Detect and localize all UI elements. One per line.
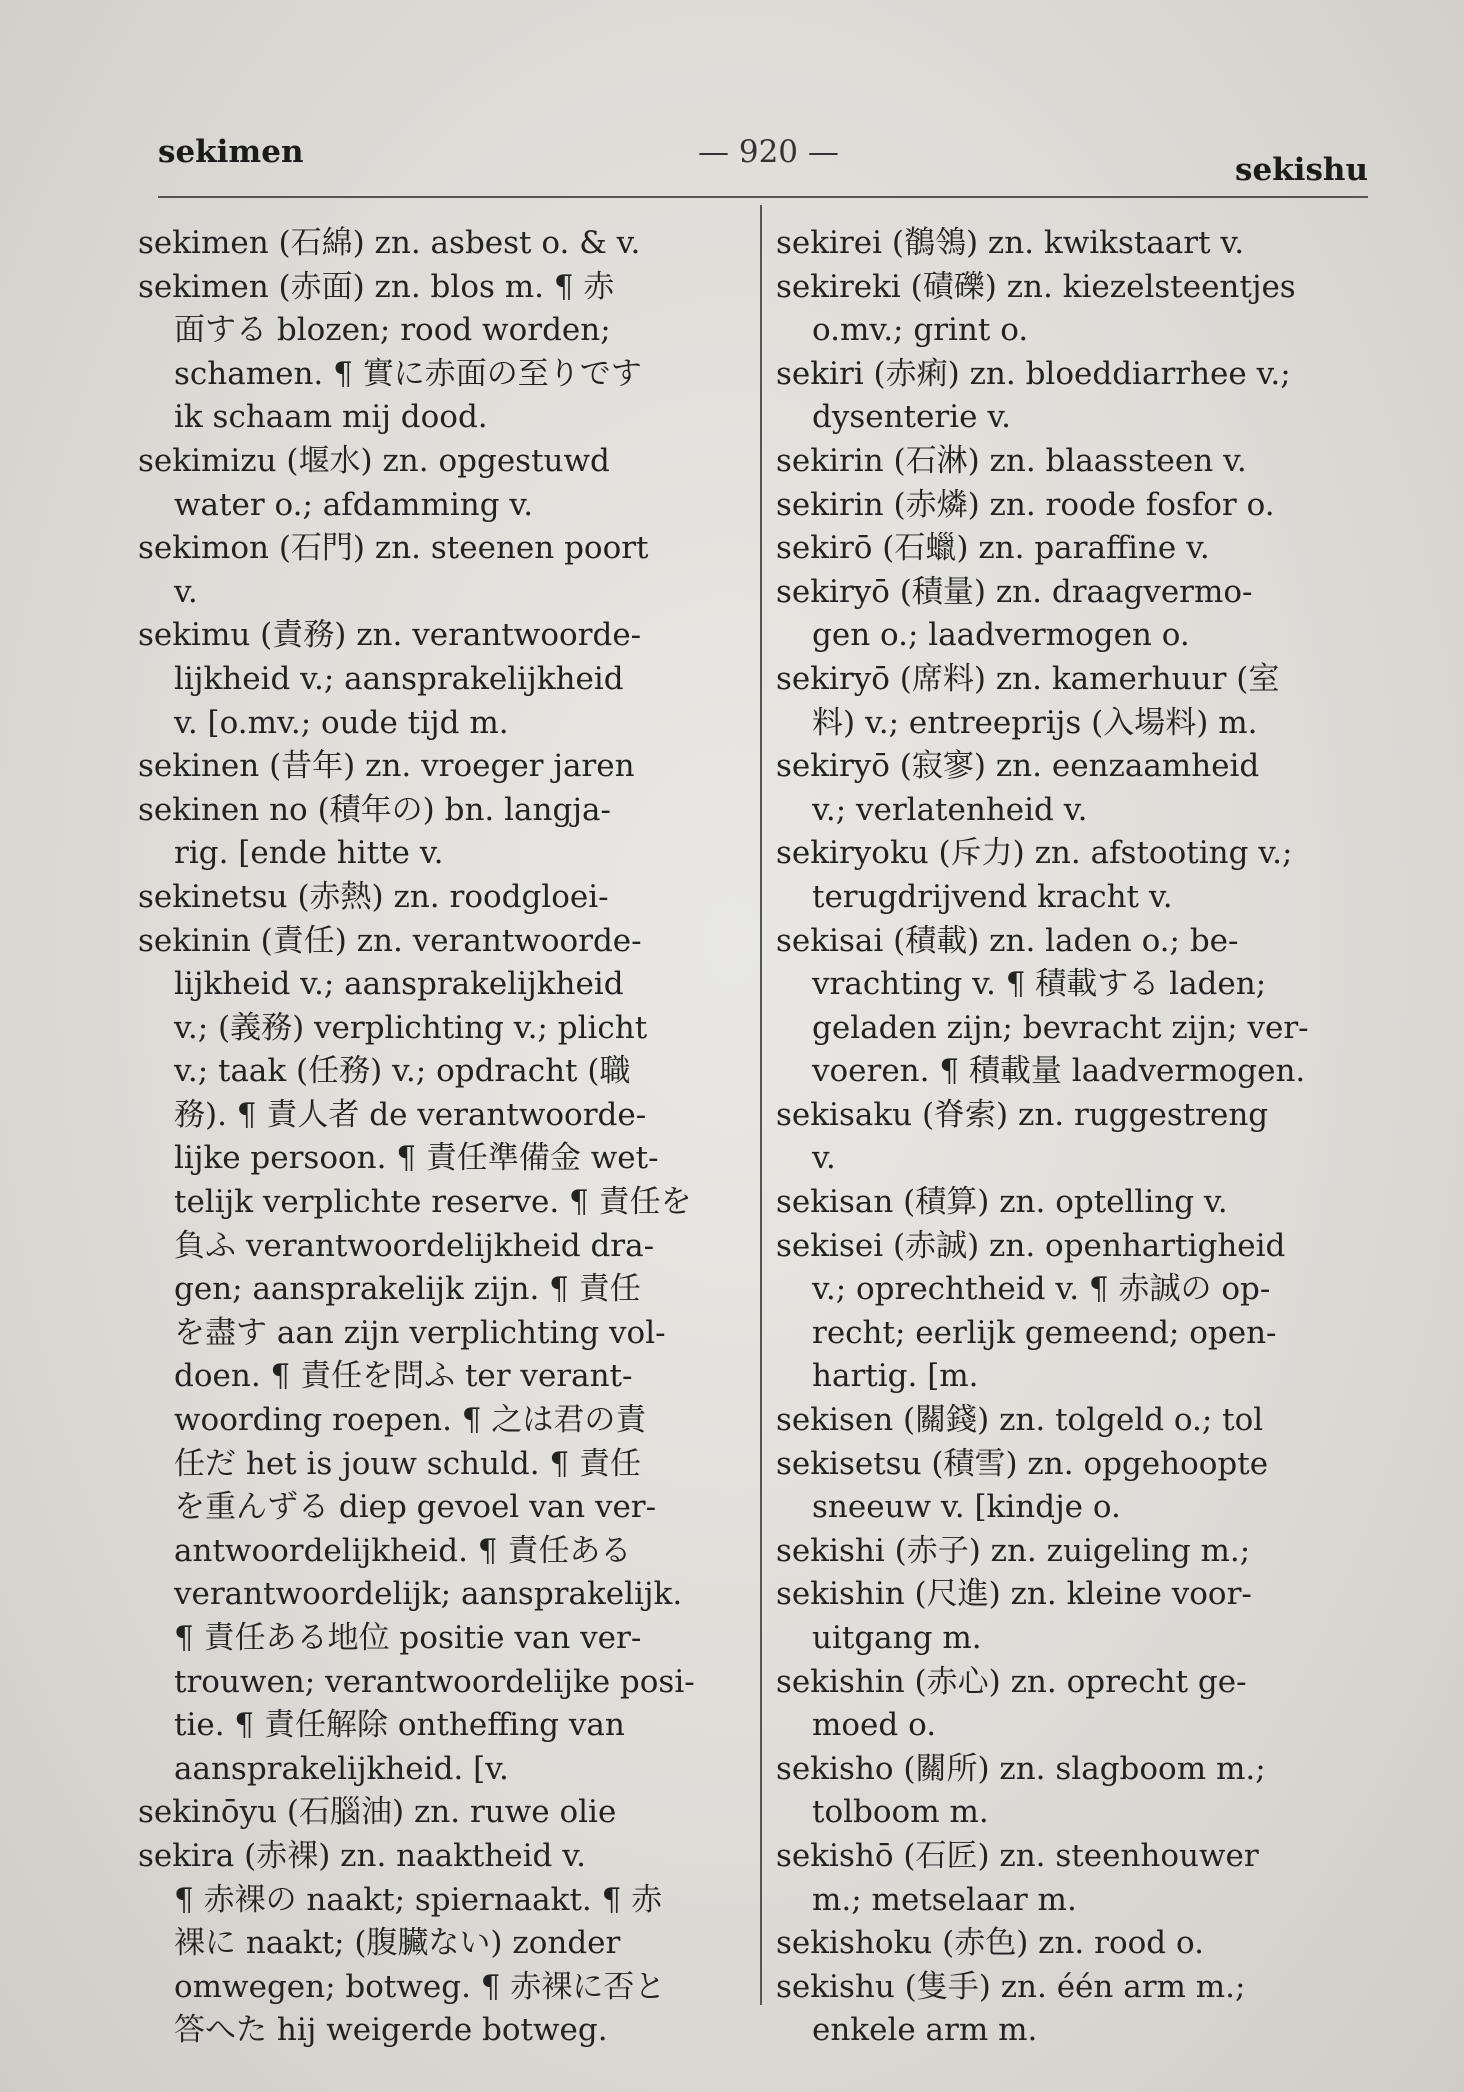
entry-line: sekiryō (席料) zn. kamerhuur (室 [776,660,1280,697]
entry-line: 任だ het is jouw schuld. ¶ 責任 [174,1445,642,1482]
page-number: — 920 — [698,134,839,170]
entry-line: ik schaam mij dood. [174,399,488,436]
right-running-headword: sekishu [1235,152,1368,188]
entry-line: vrachting v. ¶ 積載する laden; [812,966,1267,1003]
entry-line: gen; aansprakelijk zijn. ¶ 責任 [174,1271,641,1308]
entry-line: lijkheid v.; aansprakelijkheid [174,660,624,697]
entry-line: sekinetsu (赤熱) zn. roodgloei- [138,878,609,915]
entry-line: ¶ 責任ある地位 positie van ver- [174,1620,642,1656]
entry-line: sekinōyu (石腦油) zn. ruwe olie [138,1794,617,1831]
left-running-headword: sekimen [158,134,304,170]
entry-line: telijk verplichte reserve. ¶ 責任を [174,1184,692,1221]
left-column [138,222,748,2053]
entry-line: lijkheid v.; aansprakelijkheid [174,966,624,1003]
entry-line: sekirei (鶺鴒) zn. kwikstaart v. [776,225,1245,261]
entry-line: woording roepen. ¶ 之は君の責 [174,1402,647,1439]
entry-line: uitgang m. [812,1620,982,1656]
entry-line: sekishin (尺進) zn. kleine voor- [776,1576,1252,1613]
entry-line: sekiryoku (斥力) zn. afstooting v.; [776,835,1293,872]
header-rule [158,196,1368,198]
entry-line: 負ふ verantwoordelijkheid dra- [174,1227,655,1264]
entry-line: tolboom m. [812,1794,989,1831]
entry-line: v.; oprechtheid v. ¶ 赤誠の op- [812,1271,1271,1308]
column-divider [760,205,762,2005]
entry-line: を盡す aan zijn verplichting vol- [174,1314,666,1351]
entry-line: o.mv.; grint o. [812,312,1029,349]
entry-line: 面する blozen; rood worden; [174,312,611,349]
entry-line: sekinen (昔年) zn. vroeger jaren [138,748,635,785]
entry-line: sekimen (赤面) zn. blos m. ¶ 赤 [138,268,615,305]
entry-line: 料) v.; entreeprijs (入場料) m. [812,704,1258,741]
entry-line: sekira (赤裸) zn. naaktheid v. [138,1837,586,1874]
entry-line: sekiri (赤痢) zn. bloeddiarrhee v.; [776,355,1291,392]
entry-line: sekinen no (積年の) bn. langja- [138,791,611,828]
entry-line: sekisho (關所) zn. slagboom m.; [776,1750,1266,1787]
entry-line: geladen zijn; bevracht zijn; ver- [812,1009,1309,1046]
entry-line: gen o.; laadvermogen o. [812,617,1190,654]
entry-line: aansprakelijkheid. [v. [174,1750,509,1787]
entry-line: schamen. ¶ 實に赤面の至りです [174,355,642,392]
entry-line: terugdrijvend kracht v. [812,878,1173,915]
entry-line: sekisen (關錢) zn. tolgeld o.; tol [776,1402,1264,1439]
entry-line: を重んずる diep gevoel van ver- [174,1489,657,1526]
entry-line: recht; eerlijk gemeend; open- [812,1314,1277,1351]
entry-line: tie. ¶ 責任解除 ontheffing van [174,1707,625,1744]
entry-line: sekishi (赤子) zn. zuigeling m.; [776,1532,1251,1569]
entry-line: rig. [ende hitte v. [174,835,444,872]
entry-line: v.; taak (任務) v.; opdracht (職 [174,1053,631,1090]
entry-line: 裸に naakt; (腹臟ない) zonder [174,1925,621,1962]
entry-line: v. [o.mv.; oude tijd m. [174,704,509,741]
entry-line: v. [812,1140,836,1177]
entry-line: sekisetsu (積雪) zn. opgehoopte [776,1445,1269,1482]
entry-line: v.; (義務) verplichting v.; plicht [174,1009,648,1046]
entry-line: sneeuw v. [kindje o. [812,1489,1121,1526]
entry-line: sekireki (磧礫) zn. kiezelsteentjes [776,268,1296,305]
entry-line: moed o. [812,1707,937,1744]
entry-line: sekishoku (赤色) zn. rood o. [776,1925,1204,1962]
entry-line: sekimu (責務) zn. verantwoorde- [138,617,642,654]
entry-line: sekimen (石綿) zn. asbest o. & v. [138,225,641,261]
page-header [158,130,1368,188]
entry-line: sekisei (赤誠) zn. openhartigheid [776,1227,1286,1264]
entry-line: sekiryō (寂寥) zn. eenzaamheid [776,748,1260,785]
entry-line: sekisan (積算) zn. optelling v. [776,1184,1228,1221]
entry-line: sekimon (石門) zn. steenen poort [138,530,649,567]
entry-line: hartig. [m. [812,1358,979,1395]
entry-line: ¶ 赤裸の naakt; spiernaakt. ¶ 赤 [174,1881,663,1918]
entry-line: water o.; afdamming v. [174,486,534,523]
entry-line: dysenterie v. [812,399,1012,436]
entry-line: sekiryō (積量) zn. draagvermo- [776,573,1253,610]
entry-line: 答へた hij weigerde botweg. [174,2012,608,2049]
entry-line: v. [174,573,198,610]
entry-line: m.; metselaar m. [812,1881,1077,1918]
entry-line: sekishō (石匠) zn. steenhouwer [776,1837,1259,1874]
entry-line: sekirin (石淋) zn. blaassteen v. [776,442,1247,479]
entry-line: sekirin (赤燐) zn. roode fosfor o. [776,486,1275,523]
entry-line: omwegen; botweg. ¶ 赤裸に否と [174,1968,666,2005]
entry-line: sekimizu (堰水) zn. opgestuwd [138,442,610,479]
entry-line: lijke persoon. ¶ 責任準備金 wet- [174,1140,659,1177]
right-column [776,222,1386,2053]
entry-line: trouwen; verantwoordelijke posi- [174,1663,695,1700]
entry-line: sekishu (隻手) zn. één arm m.; [776,1968,1246,2005]
entry-line: 務). ¶ 責人者 de verantwoorde- [174,1096,647,1133]
entry-line: voeren. ¶ 積載量 laadvermogen. [812,1053,1306,1090]
entry-line: sekisai (積載) zn. laden o.; be- [776,922,1239,959]
entry-line: sekinin (責任) zn. verantwoorde- [138,922,642,959]
entry-line: v.; verlatenheid v. [812,791,1088,828]
entry-line: sekirō (石蠟) zn. paraffine v. [776,530,1210,567]
entry-line: enkele arm m. [812,2012,1038,2049]
entry-line: sekisaku (脊索) zn. ruggestreng [776,1096,1269,1133]
entry-line: doen. ¶ 責任を問ふ ter verant- [174,1358,633,1395]
entry-line: verantwoordelijk; aansprakelijk. [174,1576,683,1613]
entry-line: sekishin (赤心) zn. oprecht ge- [776,1663,1247,1700]
entry-line: antwoordelijkheid. ¶ 責任ある [174,1532,632,1569]
